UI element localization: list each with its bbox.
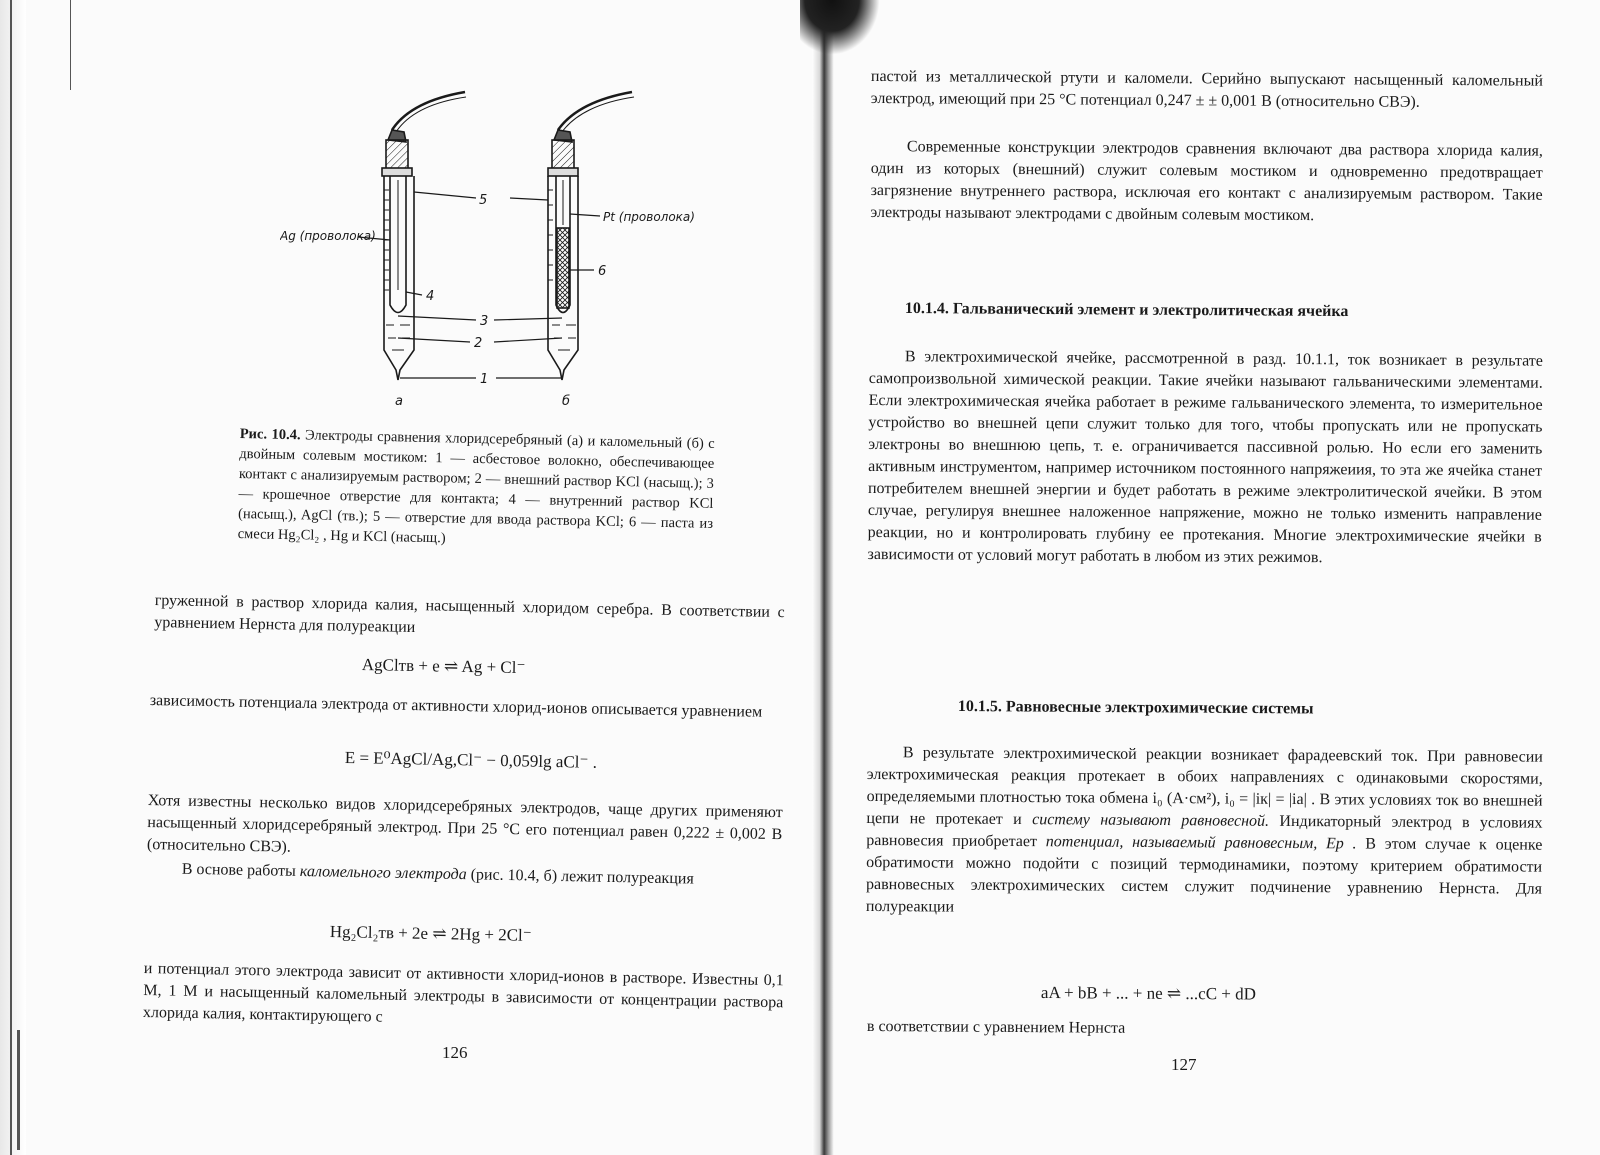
paragraph-text: зависимость потенциала электрода от активности хлорид-ионов описывается уравнением (149, 691, 763, 721)
paragraph-text: и потенциал этого электрода зависит от активности хлорид-ионов в растворе. Известны 0,1 М, 1 М и насыщенный каломельный электроды в зависимости от концентрации раствора хлорида калия, контактирующего с (142, 959, 784, 1026)
section-heading-10-1-5: 10.1.5. Равновесные электрохимические системы (957, 698, 1314, 718)
electrodes-diagram (280, 80, 720, 410)
paragraph (143, 958, 784, 1036)
text-run: В основе работы (181, 860, 301, 880)
equation-agcl: AgClтв + e ⇌ Ag + Cl⁻ (361, 655, 526, 678)
label-4: 4 (426, 289, 435, 304)
emphasis-equilibrium-system: систему называют равновесной. (1032, 811, 1270, 830)
figure-electrodes (280, 80, 720, 410)
paragraph (150, 690, 785, 724)
paragraph-text: Современные конструкции электродов сравнения включают два раствора хлорида калия, один из которых (внешний) служит солевым мостиком и одновременно предотвращает загрязнение внутреннего раствора, исключая его контакт с анализируемым раствором. Такие электроды называют электродами с двойным солевым мостиком. (870, 138, 1543, 225)
label-3: 3 (480, 314, 489, 329)
label-6: 6 (598, 264, 607, 279)
paragraph-text: В электрохимической ячейке, рассмотренной в разд. 10.1.1, ток возникает в результате самопроизвольной химической реакции. Такие ячейки называют гальваническими элементами. Если электрохимическая ячейка работает в режиме гальванического элемента, то измерительное устройство во внешней цепи служит только для того, чтобы пропускать или не пропускать электроны во внешнюю цепь, т. е. ограничивается пассивной ролью. Но если его заменить активным инструментом, например источником постоянного напряжеиия, то эта же ячейка станет потребителем внешней энергии и будет работать в режиме электролитической ячейки. В этом случае, регулируя внешнее наложенное напряжение, можно не только изменить направление реакции, но и контролировать глубину ее протекания. Многие электрохимические ячейки в зависимости от условий могут работать в любом из этих режимов. (867, 348, 1543, 567)
paragraph (147, 790, 783, 868)
equation-half-reaction: aA + bB + ... + ne ⇌ ...cC + dD (1040, 983, 1257, 1004)
caption-prefix: Рис. 10.4. (239, 425, 301, 444)
text-run: Индикаторный электрод в условиях равновесия приобретает (866, 812, 1543, 851)
section-heading-10-1-4: 10.1.4. Гальванический элемент и электролитическая ячейка (904, 300, 1349, 321)
label-ag-wire: Ag (проволока) (280, 229, 376, 243)
emphasis-equilibrium-potential: потенциал, называемый равновесным, Eр . (1045, 833, 1357, 853)
paragraph (870, 136, 1543, 229)
paragraph-text: в соответствии с уравнением Нернста (866, 1017, 1126, 1037)
paragraph (867, 346, 1543, 571)
label-2: 2 (474, 336, 483, 351)
paragraph (871, 66, 1543, 115)
electrode-a (382, 92, 466, 380)
text-run: В результате электрохимической реакции возникает фарадеевский ток. При равновесии электрохимическая реакция протекает в обоих направлениях с одинаковыми скоростями, определяемыми плотностью тока обмена i₀ (А·см²), i₀ = |iк| = |iа| . В этих условиях ток во внешней цепи не протекает и (866, 744, 1543, 829)
paragraph (154, 590, 785, 646)
label-5: 5 (479, 193, 488, 208)
paragraph-text: пастой из металлической ртути и каломели. Серийно выпускают насыщенный каломельный электрод, имеющий при 25 °С потенциал 0,247 ± ± 0,001 В (относительно СВЭ). (870, 67, 1543, 111)
paragraph-text (866, 742, 1543, 923)
right-page (823, 0, 1600, 1155)
paragraph-text: Хотя известны несколько видов хлоридсеребряных электродов, чаще других применяют насыщенный хлоридсеребряный электрод. При 25 °С его потенциал равен 0,222 ± 0,002 В (относительно СВЭ). (146, 791, 783, 856)
equation-hg2cl2: Hg₂Cl₂тв + 2e ⇌ 2Hg + 2Cl⁻ (329, 922, 532, 945)
emphasis-calomel: каломельного электрода (299, 862, 467, 884)
page-number: 126 (442, 1043, 468, 1062)
figure-caption (237, 424, 714, 554)
text-run: В этом случае к оценке обратимости можно подойти с позиций термодинамики, поэтому критерием обратимости равновесных электрохимических систем служит подчинение уравнению Нернста. Для полуреакции (865, 835, 1543, 916)
label-a: а (395, 394, 403, 409)
page-number: 127 (1171, 1055, 1197, 1074)
equation-nernst-agcl: E = E⁰AgCl/Ag,Cl⁻ − 0,059lg aCl⁻ . (344, 748, 598, 772)
label-b: б (562, 394, 571, 409)
caption-text: Электроды сравнения хлоридсеребряный (а) и каломельный (б) с двойным солевым мостиком: 1 — асбестовое волокно, обеспечивающее контакт с анализируемым раствором; 2 — внешний раствор KCl (насыщ.); 3 — крошечное отверстие для контакта; 4 — внутренний раствор KCl (насыщ.), AgCl (тв.); 5 — отверстие для ввода раствора KCl; 6 — паста из смеси Hg₂Cl₂ , Hg и KCl (насыщ.) (237, 427, 715, 547)
text-run: (рис. 10.4, б) лежит полуреакция (466, 866, 694, 888)
paragraph (867, 1016, 1543, 1043)
label-1: 1 (480, 372, 489, 387)
electrode-b (548, 92, 634, 380)
label-pt-wire: Pt (проволока) (603, 210, 695, 224)
paragraph-text: груженной в раствор хлорида калия, насыщенный хлоридом серебра. В соответствии с уравнением Нернста для полуреакции (154, 591, 785, 637)
paragraph (866, 742, 1543, 923)
